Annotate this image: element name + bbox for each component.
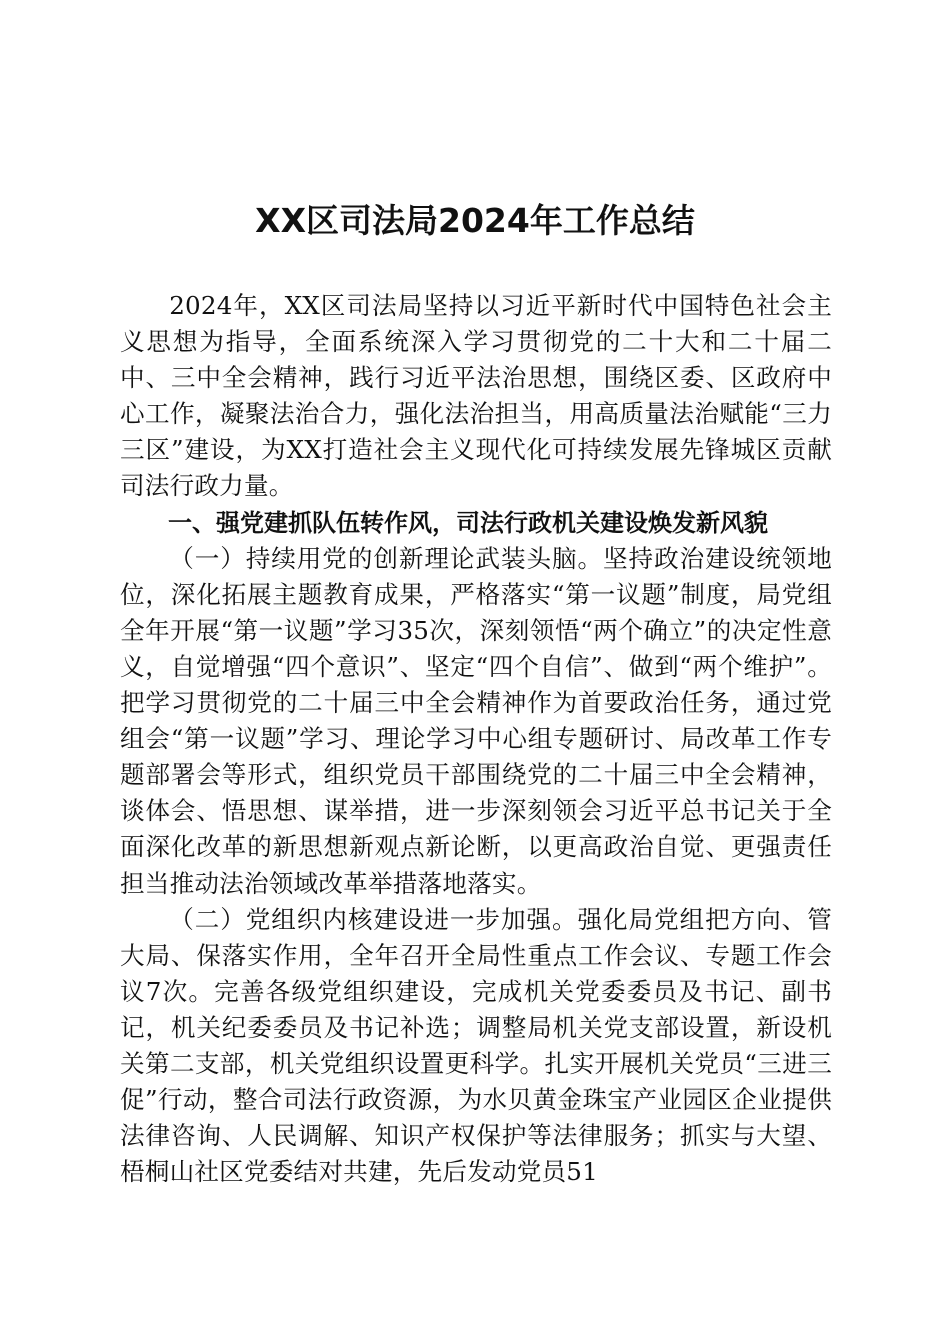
document-body (120, 288, 832, 1190)
subsection-body-2: 强化局党组把方向、管大局、保落实作用，全年召开全局性重点工作会议、专题工作会议7次。完善各级党组织建设，完成机关党委委员及书记、副书记，机关纪委委员及书记补选；调整局机关党支部设置，新设机关第二支部，机关党组织设置更科学。扎实开展机关党员“三进三促”行动，整合司法行政资源，为水贝黄金珠宝产业园区企业提供法律咨询、人民调解、知识产权保护等法律服务；抓实与大望、梧桐山社区党委结对共建，先后发动党员51 (120, 904, 832, 1187)
document-title: XX区司法局2024年工作总结 (255, 201, 695, 240)
subsection-body-1: 坚持政治建设统领地位，深化拓展主题教育成果，严格落实“第一议题”制度，局党组全年开展“第一议题”学习35次，深刻领悟“两个确立”的决定性意义，自觉增强“四个意识”、坚定“四个自信”、做到“两个维护”。把学习贯彻党的二十届三中全会精神作为首要政治任务，通过党组会“第一议题”学习、理论学习中心组专题研讨、局改革工作专题部署会等形式，组织党员干部围绕党的二十届三中全会精神，谈体会、悟思想、谋举措，进一步深刻领会习近平总书记关于全面深化改革的新思想新观点新论断，以更高政治自觉、更强责任担当推动法治领域改革举措落地落实。 (120, 543, 832, 898)
subsection-paragraph-1 (120, 541, 832, 902)
subsection-heading-1: （一）持续用党的创新理论武装头脑。 (169, 543, 604, 573)
intro-paragraph: 2024年，XX区司法局坚持以习近平新时代中国特色社会主义思想为指导，全面系统深入学习贯彻党的二十大和二十届二中、三中全会精神，践行习近平法治思想，围绕区委、区政府中心工作，凝聚法治合力，强化法治担当，用高质量法治赋能“三力三区”建设，为XX打造社会主义现代化可持续发展先锋城区贡献司法行政力量。 (120, 291, 832, 501)
section-heading-1: 一、强党建抓队伍转作风，司法行政机关建设焕发新风貌 (168, 508, 768, 537)
subsection-paragraph-2 (120, 902, 832, 1191)
subsection-heading-2: （二）党组织内核建设进一步加强。 (169, 904, 578, 934)
